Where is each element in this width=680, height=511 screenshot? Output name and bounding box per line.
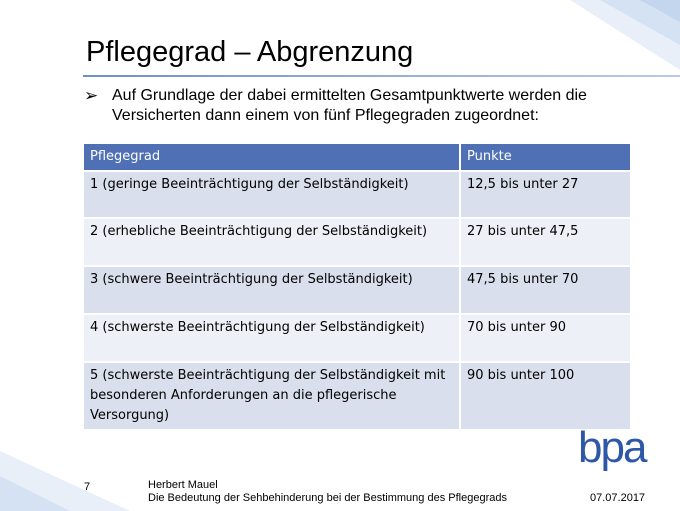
table-header-row bbox=[83, 143, 631, 171]
cell-points: 27 bis unter 47,5 bbox=[460, 218, 631, 266]
corner-decoration-bottom bbox=[0, 441, 140, 511]
table-row bbox=[83, 266, 631, 314]
table-row bbox=[83, 362, 631, 430]
header-punkte: Punkte bbox=[460, 143, 631, 171]
cell-points: 47,5 bis unter 70 bbox=[460, 266, 631, 314]
cell-level: 1 (geringe Beeinträchtigung der Selbständigkeit) bbox=[83, 171, 460, 218]
page-number: 7 bbox=[84, 481, 91, 493]
cell-points: 70 bis unter 90 bbox=[460, 314, 631, 362]
page-title: Pflegegrad – Abgrenzung bbox=[86, 36, 414, 68]
cell-points: 90 bis unter 100 bbox=[460, 362, 631, 430]
bullet-text: Auf Grundlage der dabei ermittelten Gesamtpunktwerte werden die Versicherten dann einem von fünf Pflegegraden zugeordnet: bbox=[112, 87, 587, 124]
cell-level: 4 (schwerste Beeinträchtigung der Selbständigkeit) bbox=[83, 314, 460, 362]
bpa-logo-text: bpa bbox=[578, 423, 646, 472]
footer-date: 07.07.2017 bbox=[590, 492, 646, 504]
footer-author: Herbert Mauel bbox=[148, 479, 218, 491]
title-underline bbox=[83, 75, 680, 77]
table-row bbox=[83, 218, 631, 266]
header-pflegegrad: Pflegegrad bbox=[83, 143, 460, 171]
table-row bbox=[83, 171, 631, 218]
corner-decoration bbox=[570, 0, 680, 70]
cell-points: 12,5 bis unter 27 bbox=[460, 171, 631, 218]
table-row bbox=[83, 314, 631, 362]
bpa-logo bbox=[576, 416, 656, 476]
arrow-bullet-icon: ➢ bbox=[84, 86, 99, 105]
care-level-table bbox=[82, 142, 632, 431]
cell-level: 2 (erhebliche Beeinträchtigung der Selbständigkeit) bbox=[83, 218, 460, 266]
footer-talk-title: Die Bedeutung der Sehbehinderung bei der Bestimmung des Pflegegrads bbox=[148, 492, 507, 504]
cell-level: 3 (schwere Beeinträchtigung der Selbständigkeit) bbox=[83, 266, 460, 314]
cell-level: 5 (schwerste Beeinträchtigung der Selbständigkeit mit besonderen Anforderungen an die pflegerische Versorgung) bbox=[83, 362, 460, 430]
